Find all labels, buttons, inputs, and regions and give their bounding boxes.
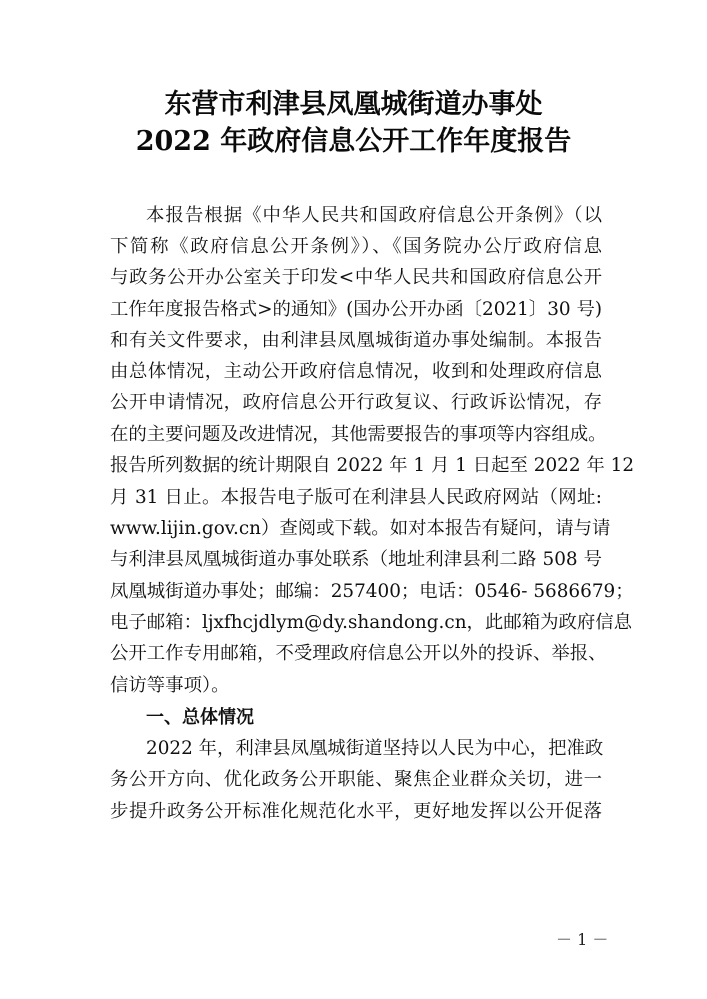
intro-line: 与利津县凤凰城街道办事处联系（地址利津县利二路 508 号 bbox=[110, 549, 602, 570]
section-body-line: 2022 年，利津县凤凰城街道坚持以人民为中心，把准政 bbox=[146, 738, 604, 759]
intro-line: 凤凰城街道办事处；邮编：257400；电话：0546- 5686679； bbox=[110, 581, 634, 602]
section-body-line: 务公开方向、优化政务公开职能、聚焦企业群众关切，进一 bbox=[110, 769, 602, 790]
intro-line: 和有关文件要求，由利津县凤凰城街道办事处编制。本报告 bbox=[110, 330, 602, 351]
intro-line: 下简称《政府信息公开条例》）、《国务院办公厅政府信息 bbox=[110, 236, 602, 257]
intro-line: 信访等事项）。 bbox=[110, 675, 230, 696]
intro-line: 在的主要问题及改进情况，其他需要报告的事项等内容组成。 bbox=[110, 424, 607, 445]
intro-line: 工作年度报告格式>的通知》(国办公开办函〔2021〕30 号) bbox=[110, 299, 603, 320]
section-body-line: 步提升政务公开标准化规范化水平，更好地发挥以公开促落 bbox=[110, 801, 602, 822]
intro-line: 公开工作专用邮箱，不受理政府信息公开以外的投诉、举报、 bbox=[110, 643, 607, 664]
intro-line: 月 31 日止。本报告电子版可在利津县人民政府网站（网址: bbox=[110, 487, 602, 508]
intro-line: 电子邮箱：ljxfhcjdlym@dy.shandong.cn，此邮箱为政府信息 bbox=[110, 612, 633, 633]
page-number: － 1 － bbox=[556, 930, 609, 949]
intro-line: www.lijin.gov.cn）查阅或下载。如对本报告有疑问，请与请 bbox=[110, 518, 611, 539]
intro-line: 与政务公开办公室关于印发<中华人民共和国政府信息公开 bbox=[110, 267, 602, 288]
document-title-line2: 2022 年政府信息公开工作年度报告 bbox=[135, 126, 572, 157]
intro-line: 报告所列数据的统计期限自 2022 年 1 月 1 日起至 2022 年 12 bbox=[110, 455, 635, 476]
intro-line: 公开申请情况，政府信息公开行政复议、行政诉讼情况，存 bbox=[110, 392, 602, 413]
intro-line: 由总体情况，主动公开政府信息情况，收到和处理政府信息 bbox=[110, 361, 602, 382]
intro-line: 本报告根据《中华人民共和国政府信息公开条例》（以 bbox=[146, 205, 602, 226]
document-title-line1: 东营市利津县凤凰城街道办事处 bbox=[164, 89, 543, 120]
section-heading: 一、总体情况 bbox=[146, 707, 254, 728]
